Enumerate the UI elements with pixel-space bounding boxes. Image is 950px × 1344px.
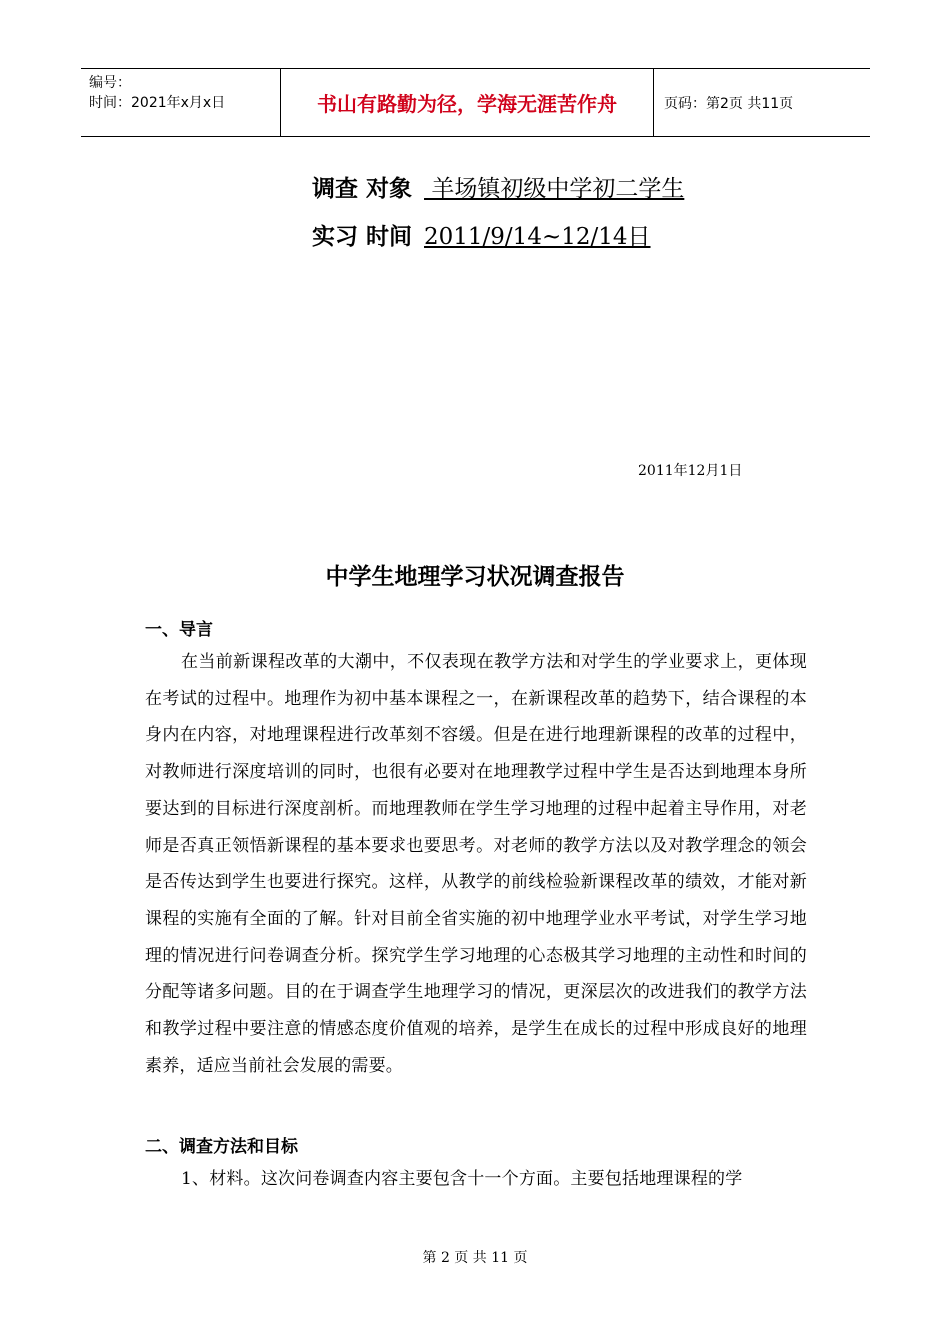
period-label: 实习 时间 [312, 224, 413, 250]
report-date: 2011年12月1日 [638, 463, 743, 479]
time-label: 时间：2021年x月x日 [89, 95, 226, 111]
section-paragraph-method: 1、材料。这次问卷调查内容主要包含十一个方面。主要包括地理课程的学 [181, 1169, 743, 1189]
period-row [312, 218, 651, 251]
header-meta-cell [81, 69, 281, 136]
page-footer: 第 2 页 共 11 页 [422, 1250, 528, 1266]
header-table [81, 68, 870, 137]
report-title: 中学生地理学习状况调查报告 [325, 564, 625, 590]
section-paragraph-intro: 在当前新课程改革的大潮中，不仅表现在教学方法和对学生的学业要求上，更体现在考试的过程中。地理作为初中基本课程之一，在新课程改革的趋势下，结合课程的本身内在内容，对地理课程进行改革刻不容缓。但是在进行地理新课程的改革的过程中，对教师进行深度培训的同时，也很有必要对在地理教学过程中学生是否达到地理本身所要达到的目标进行深度剖析。而地理教师在学生学习地理的过程中起着主导作用，对老师是否真正领悟新课程的基本要求也要思考。对老师的教学方法以及对教学理念的领会是否传达到学生也要进行探究。这样，从教学的前线检验新课程改革的绩效，才能对新课程的实施有全面的了解。针对目前全省实施的初中地理学业水平考试，对学生学习地理的情况进行问卷调查分析。探究学生学习地理的心态极其学习地理的主动性和时间的分配等诸多问题。目的在于调查学生地理学习的情况，更深层次的改进我们的教学方法和教学过程中要注意的情感态度价值观的培养，是学生在成长的过程中形成良好的地理素养，适应当前社会发展的需要。 [145, 652, 807, 1076]
subject-row [312, 170, 684, 203]
section-heading-intro: 一、导言 [145, 620, 213, 640]
section-heading-method: 二、调查方法和目标 [145, 1137, 298, 1157]
subject-label: 调查 对象 [312, 176, 413, 202]
subject-value: 羊场镇初级中学初二学生 [424, 176, 685, 202]
period-value: 2011/9/14~12/14日 [424, 224, 651, 250]
header-page-info: 页码：第2页 共11页 [664, 95, 794, 112]
header-motto: 书山有路勤为径，学海无涯苦作舟 [281, 69, 654, 136]
number-label: 编号： [89, 75, 131, 91]
